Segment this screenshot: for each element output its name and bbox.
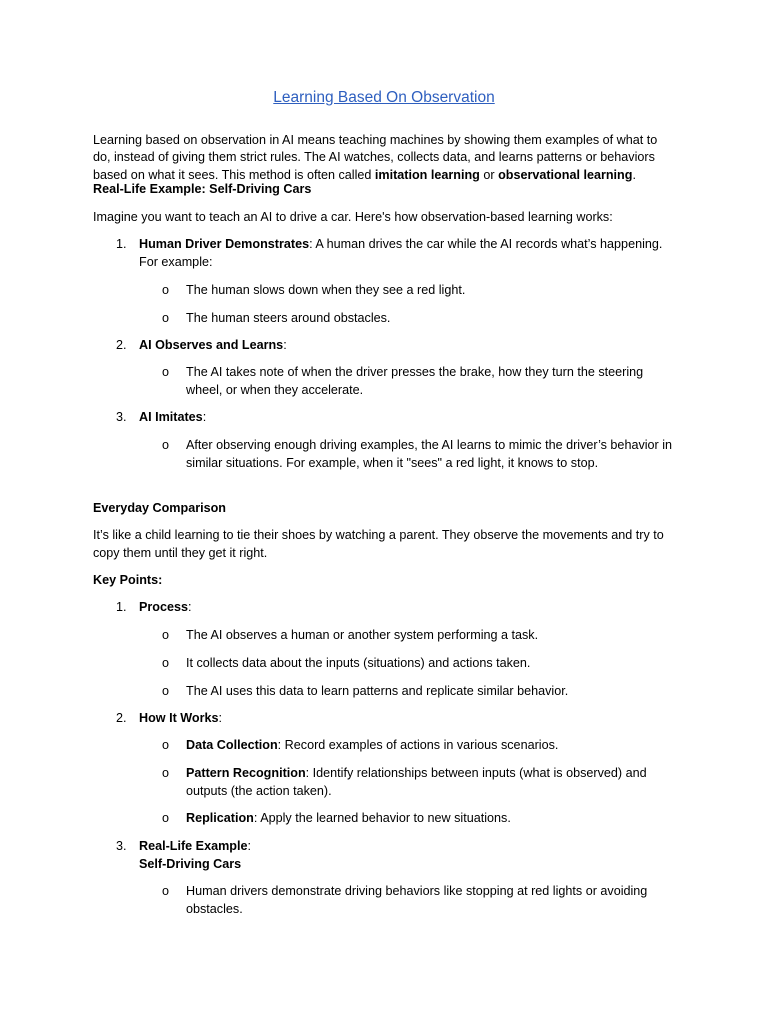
bullet-marker: o [162, 365, 170, 379]
list-number: 2. [116, 338, 127, 352]
bullet-bold: Replication [186, 811, 254, 825]
intro-text-3: . [632, 167, 636, 182]
bullet-marker: o [162, 884, 170, 898]
list-item-bold: Real-Life Example [139, 839, 248, 853]
list-number: 1. [116, 237, 127, 251]
bullet-item: The AI observes a human or another system performing a task. [186, 628, 539, 642]
bullet-item [186, 737, 676, 755]
list-item-text: : [188, 600, 192, 614]
bullet-marker: o [162, 684, 170, 698]
intro-text-2: or [479, 167, 499, 182]
list-number: 3. [116, 839, 127, 853]
list-item [139, 409, 679, 427]
list-number: 3. [116, 410, 127, 424]
bullet-item [186, 765, 676, 800]
list-item [139, 838, 679, 873]
bullet-bold: Pattern Recognition [186, 766, 306, 780]
document-title: Learning Based On Observation [273, 89, 495, 106]
bullet-item: The AI takes note of when the driver presses the brake, how they turn the steering wheel, or when they accelerate. [186, 365, 644, 397]
bullet-text: : Apply the learned behavior to new situations. [253, 811, 511, 825]
bullet-marker: o [162, 311, 170, 325]
intro-bold-1: imitation learning [374, 167, 480, 182]
list-item-text: : [283, 338, 287, 352]
list-item [139, 236, 679, 271]
bullet-item: The human slows down when they see a red light. [186, 283, 466, 297]
bullet-marker: o [162, 738, 170, 752]
example-intro: Imagine you want to teach an AI to drive a car. Here's how observation-based learning works: [93, 210, 613, 224]
intro-paragraph [93, 132, 675, 185]
bullet-marker: o [162, 766, 170, 780]
bullet-item: It collects data about the inputs (situations) and actions taken. [186, 656, 531, 670]
bullet-marker: o [162, 283, 170, 297]
list-number: 1. [116, 600, 127, 614]
list-item [139, 337, 679, 355]
list-number: 2. [116, 711, 127, 725]
bullet-text: : Record examples of actions in various scenarios. [277, 738, 559, 752]
bullet-item [186, 810, 676, 828]
example-heading: Real-Life Example: Self-Driving Cars [93, 182, 312, 196]
bullet-marker: o [162, 628, 170, 642]
bullet-bold: Data Collection [186, 738, 278, 752]
list-item [139, 710, 679, 728]
list-item-bold: AI Observes and Learns [139, 338, 284, 352]
list-item-bold: Process [139, 600, 189, 614]
key-points-heading: Key Points: [93, 573, 163, 587]
bullet-item: After observing enough driving examples, the AI learns to mimic the driver’s behavior in similar situations. For example, when it "sees" a red light, it knows to stop. [186, 438, 673, 470]
intro-bold-2: observational learning [498, 167, 633, 182]
comparison-heading: Everyday Comparison [93, 501, 226, 515]
list-item-bold: AI Imitates [139, 410, 203, 424]
bullet-item: The human steers around obstacles. [186, 311, 391, 325]
list-item [139, 599, 679, 617]
list-item-text: : [218, 711, 223, 725]
list-item-subline: Self-Driving Cars [139, 856, 242, 871]
list-item-text: : [247, 839, 251, 853]
list-item-bold: Human Driver Demonstrates [139, 237, 310, 251]
comparison-text: It’s like a child learning to tie their shoes by watching a parent. They observe the movements and try to copy them until they get it right. [93, 528, 664, 560]
bullet-item: Human drivers demonstrate driving behaviors like stopping at red lights or avoiding obstacles. [186, 884, 648, 916]
list-item-bold: How It Works [139, 711, 219, 725]
bullet-item: The AI uses this data to learn patterns and replicate similar behavior. [186, 684, 569, 698]
bullet-marker: o [162, 438, 170, 452]
bullet-text: : Identify relationships between inputs (what is observed) and outputs (the action taken). [186, 766, 647, 798]
list-item-text: : [202, 410, 207, 424]
list-item-text: : A human drives the car while the AI records what’s happening. For example: [139, 237, 663, 269]
intro-text-1: Learning based on observation in AI means teaching machines by showing them examples of what to do, instead of giving them strict rules. The AI watches, collects data, and learns patterns or behaviors based on what it sees. This method is often called [93, 132, 658, 182]
bullet-marker: o [162, 811, 170, 825]
bullet-marker: o [162, 656, 170, 670]
